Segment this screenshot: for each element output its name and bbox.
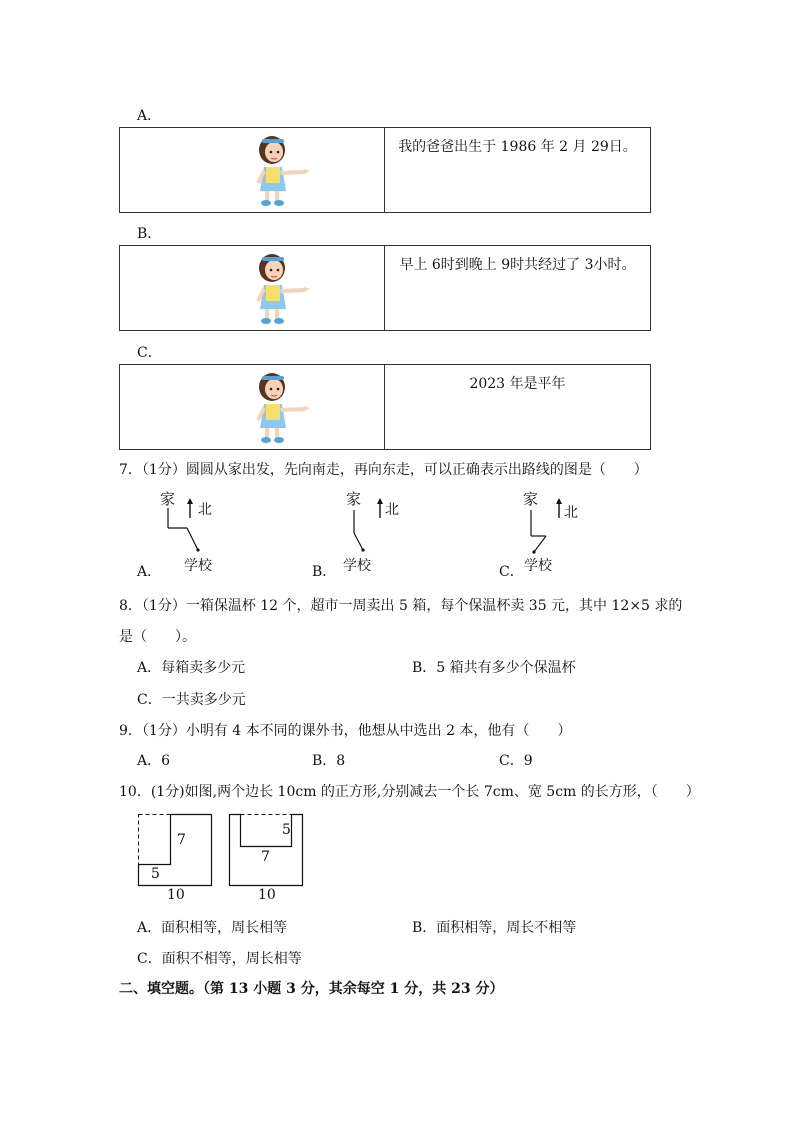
- q10-stem: 10．(1分)如图,两个边长 10cm 的正方形,分别减去一个长 7cm、宽 5cm 的长方形，（ ）: [119, 784, 700, 800]
- q10-option-b[interactable]: B．面积相等，周长不相等: [412, 920, 577, 936]
- q8-option-c[interactable]: C．一共卖多少元: [137, 692, 246, 708]
- fig2-side-label: 10: [258, 887, 276, 903]
- home-label: 家: [523, 490, 539, 508]
- q10-option-a[interactable]: A．面积相等，周长相等: [137, 920, 288, 936]
- q10-figure-2: [227, 812, 307, 904]
- north-label: 北: [564, 505, 578, 521]
- option-a-label: A．: [137, 108, 162, 124]
- fig1-side-label: 10: [167, 887, 185, 903]
- option-b-text: 早上 6时到晚上 9时共经过了 3小时。: [399, 257, 636, 273]
- q9-option-c[interactable]: C．9: [499, 753, 533, 769]
- q9-option-a[interactable]: A．6: [137, 753, 171, 769]
- girl-pointing-icon: [252, 251, 312, 327]
- fig2-length-label: 7: [261, 849, 270, 865]
- option-c-box[interactable]: [119, 364, 651, 450]
- fig1-height-label: 7: [177, 832, 186, 848]
- q8-stem-line1: 8．（1分）一箱保温杯 12 个，超市一周卖出 5 箱，每个保温杯卖 35 元，其中 12×5 求的: [119, 598, 683, 614]
- school-label: 学校: [343, 558, 371, 574]
- option-b-label: B．: [137, 226, 162, 242]
- school-label: 学校: [524, 558, 552, 574]
- q9-option-b[interactable]: B．8: [312, 753, 346, 769]
- home-label: 家: [160, 490, 176, 508]
- option-c-label: C．: [137, 345, 162, 361]
- north-label: 北: [385, 502, 399, 518]
- q7-route-a[interactable]: [160, 488, 240, 578]
- q7-option-a-label[interactable]: A．: [137, 564, 162, 580]
- q8-option-b[interactable]: B．5 箱共有多少个保温杯: [412, 660, 576, 676]
- fig2-width-label: 5: [282, 822, 291, 838]
- q10-figure-1: [136, 812, 216, 904]
- option-b-box[interactable]: [119, 245, 651, 331]
- option-a-box[interactable]: [119, 127, 651, 213]
- girl-pointing-icon: [252, 370, 312, 446]
- girl-pointing-icon: [252, 133, 312, 209]
- q8-option-a[interactable]: A．每箱卖多少元: [137, 660, 246, 676]
- q8-stem-line2: 是（ ）。: [119, 629, 196, 645]
- school-label: 学校: [184, 558, 212, 574]
- q7-route-c[interactable]: [522, 488, 602, 578]
- q9-stem: 9．（1分）小明有 4 本不同的课外书，他想从中选出 2 本，他有（ ）: [119, 723, 572, 739]
- fig1-width-label: 5: [151, 866, 160, 882]
- option-a-text: 我的爸爸出生于 1986 年 2 月 29日。: [398, 139, 637, 155]
- section-2-heading: 二、填空题。（第 13 小题 3 分，其余每空 1 分，共 23 分）: [119, 981, 504, 997]
- figure-1-shape: [136, 812, 216, 888]
- north-label: 北: [198, 502, 212, 518]
- q7-option-c-label[interactable]: C．: [499, 564, 524, 580]
- home-label: 家: [346, 490, 362, 508]
- option-c-text: 2023 年是平年: [469, 376, 566, 392]
- q7-stem: 7．（1分）圆圆从家出发，先向南走，再向东走，可以正确表示出路线的图是（ ）: [119, 462, 648, 478]
- q7-route-b[interactable]: [343, 488, 423, 578]
- q7-option-b-label[interactable]: B．: [312, 564, 337, 580]
- q10-option-c[interactable]: C．面积不相等，周长相等: [137, 951, 302, 967]
